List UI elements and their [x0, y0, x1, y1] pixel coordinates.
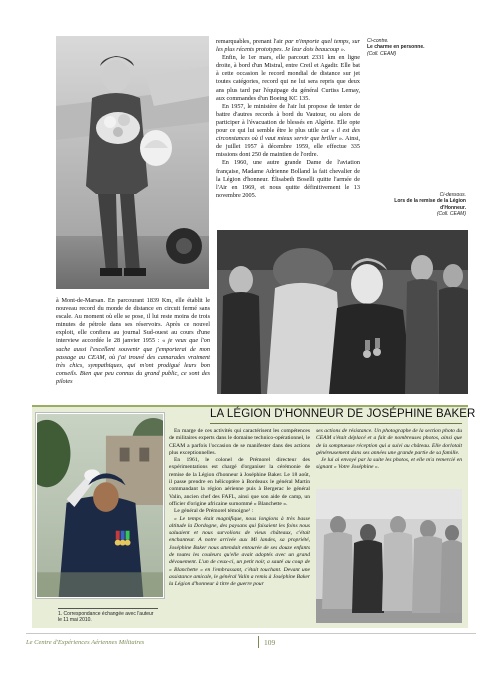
photo-caption: Ci-dessous. Lors de la remise de la Légion d'Honneur. (Coll. CEAM) — [394, 192, 466, 217]
paragraph: En marge de ces activités qui caractérisent les compétences de militaires experts dans le domaine technico-opérationnel, le CEAM a parfois l'occasion de se manifester dans des actions plus exceptionnelles. — [169, 428, 310, 456]
page-number: 109 — [264, 638, 276, 647]
footer-title: Le Centre d'Expériences Aériennes Militaires — [26, 639, 145, 646]
box-column-2 — [316, 428, 462, 472]
aviator-portrait-photo — [56, 36, 209, 289]
paragraph: En 1960, une autre grande Dame de l'aviation française, Madame Adrienne Bolland la fait chevalier de la Légion d'honneur. Élisabeth Boselli quitte l'armée de l'Air en 1969, et nous quitte définitivement le 13 novembre 2005. — [216, 159, 360, 199]
paragraph: à Mont-de-Marsan. En parcourant 1839 Km, elle établit le nouveau record du monde de distance en circuit fermé sans escale. Au moment où elle se pose, il lui reste moins de trois minutes de pétrole dans ses réservoirs. Après ce nouvel exploit, elle confiera au journal Sud-ouest au cours d'une interview accordée le 28 janvier 1955 : « je veux que l'on sache aussi l'excellent souvenir que j'emporterai de mon passage au CEAM, où j'ai trouvé des camarades vraiment très chics, sympathiques, qui m'ont prodigué leurs bon conseils. Bien que peu connus du grand public, ce sont des pilotes — [56, 297, 210, 385]
josephine-baker-photo — [36, 413, 164, 598]
ceremony-photo — [217, 230, 468, 394]
quote-paragraph: ses actions de résistance. Un photographe de la section photo du CEAM s'était déplacé et a fait de nombreuses photos, ainsi que de la somptueuse réception qui a suivi au château. Elle dorlotait généreusement dans ses années une grande partie de sa famille. — [316, 428, 462, 456]
box-title: LA LÉGION D'HONNEUR DE JOSÉPHINE BAKER — [210, 408, 460, 420]
article-column-right — [216, 38, 360, 200]
footnote: 1. Correspondance échangée avec l'auteur le 11 mai 2010. — [58, 608, 158, 623]
quote-paragraph: Je lui ai envoyé par la suite les photos, et elle m'a remercié en signant « Votre Joséphine ». — [316, 457, 462, 471]
paragraph: Le général de Prémorel témoigne¹ : — [174, 508, 254, 515]
title-underline — [210, 423, 462, 424]
paragraph: remarquables, prenant l'air par n'importe quel temps, sur les plus récents prototypes. Je leur dois beaucoup ». — [216, 38, 360, 54]
group-photo — [316, 489, 462, 623]
paragraph: Enfin, le 1er mars, elle parcourt 2331 km en ligne droite, à bord d'un Mistral, entre Creil et Agadir. Elle bat à cette occasion le record mondial de distance sur jet toutes catégories, record qui ne lui sera repris que deux ans plus tard par l'équipage du général Curtiss Lemay, aux commandes d'un Boeing KC 135. — [216, 54, 360, 102]
box-column-1 — [169, 428, 310, 589]
paragraph: En 1957, le ministère de l'air lui propose de tenter de battre d'autres records à bord du Vautour, ou alors de participer à l'évacuation de blessés en Algérie. Elle opte pour ce qui lui semble être le plus utile car « il est des circonstances où il vaut mieux servir que briller ». Ainsi, de juillet 1957 à décembre 1959, elle effectue 335 missions dont 250 de maintien de l'ordre. — [216, 102, 361, 159]
paragraph: En 1961, le colonel de Prémorel directeur des expérimentations est chargé d'organiser la cérémonie de remise de la Légion d'honneur à Joséphine Baker. Le 18 août, il passe prendre en hélicoptère à Bordeaux le général Martin commandant la région aérienne puis à Bergerac le général Valin, ancien chef des FAFL, ainsi que son aide de camp, un officier d'origine africaine surnommé « Blanchette ». — [169, 457, 310, 507]
photo-caption: Ci-contre. Le charme en personne. (Coll. CEAM) — [367, 38, 425, 57]
footer-divider — [258, 636, 259, 648]
quote-paragraph: « Le temps était magnifique, nous longions à très basse altitude la Dordogne, des paysans qui faisaient les foins nous saluaient et nous survolions de vieux châteaux, c'était enchanteur. A notre arrivée aux Mi landes, sa propriété, Joséphine Baker nous attendait entourée de ses douze enfants de toutes les couleurs qu'elle avait adoptés avec un grand dévouement. L'un de ceux-ci, un petit noir, a sauté au coup de « Blanchette » en l'embrassant, c'était touchant. Devant une assistance amicale, le général Valin a remis à Joséphine Baker la Légion d'honneur à titre de guerre pour — [169, 515, 310, 588]
page-footer — [26, 633, 476, 649]
article-column-left — [56, 297, 210, 386]
